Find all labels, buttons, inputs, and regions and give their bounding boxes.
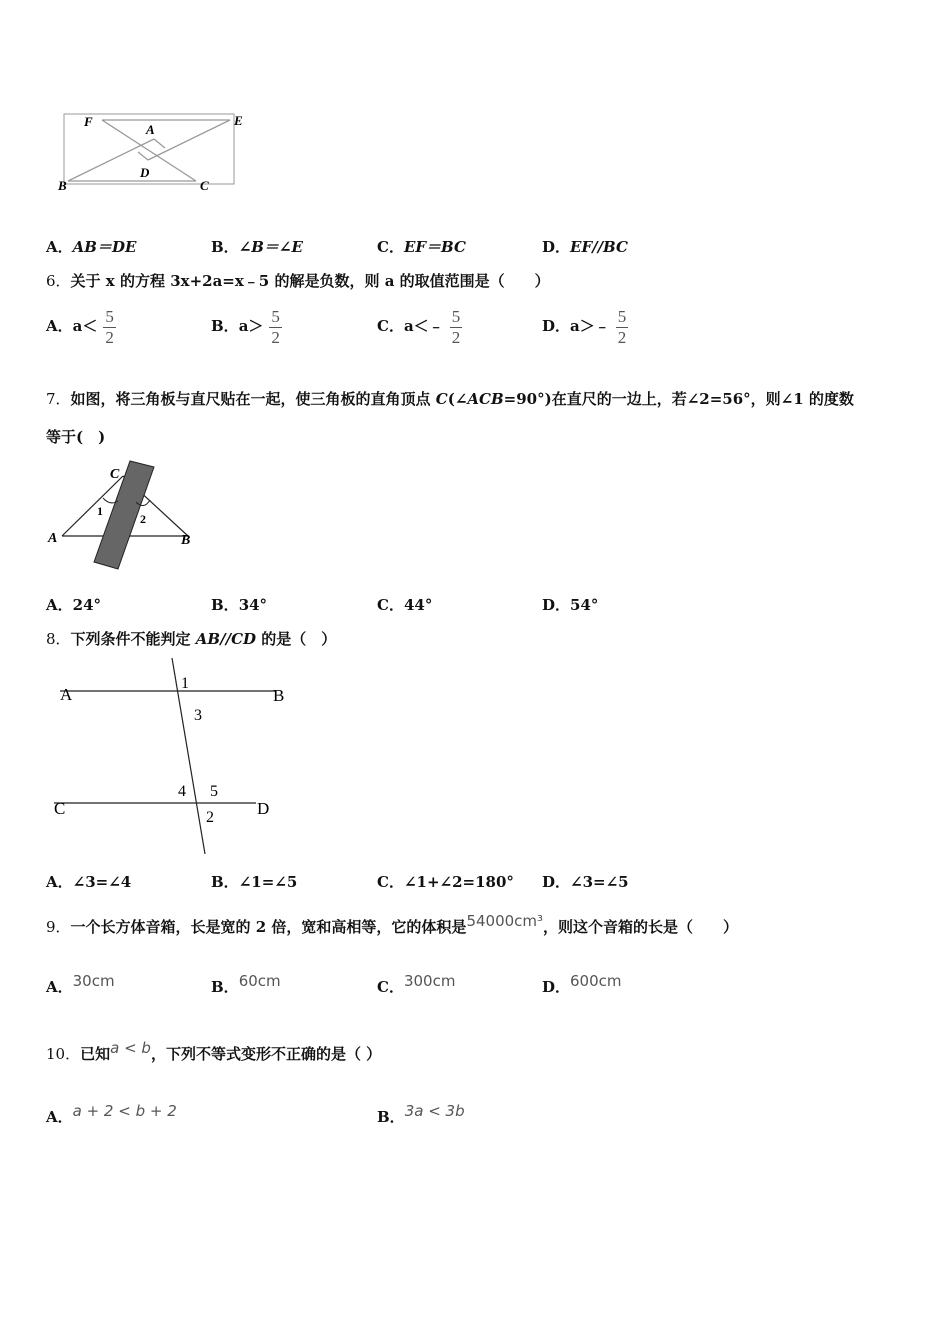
option-text: a＜: [72, 317, 98, 335]
option-letter: B．: [377, 1108, 405, 1126]
option-text: ∠3=∠4: [72, 873, 132, 891]
option-letter: B．: [211, 978, 239, 996]
stem-text: (∠: [447, 390, 468, 408]
option-math: 3a < 3b: [404, 1102, 465, 1120]
option-letter: A．: [46, 596, 73, 614]
q8-label-4: 4: [178, 783, 186, 800]
q7-option-c[interactable]: [377, 594, 432, 615]
stem-text: //: [220, 630, 232, 648]
fraction: [269, 307, 282, 348]
option-letter: D．: [542, 596, 571, 614]
numerator: 5: [271, 306, 280, 326]
option-letter: B．: [211, 317, 239, 335]
q6-option-b[interactable]: [211, 304, 282, 348]
option-letter: C．: [377, 238, 404, 256]
q8-label-C: C: [54, 799, 66, 818]
stem-var: x: [105, 272, 115, 290]
question-number: 8．: [46, 630, 71, 648]
question-number: 6．: [46, 272, 71, 290]
q10-stem: [46, 1039, 382, 1064]
option-text: ∠3=∠5: [570, 873, 629, 891]
stem-text: ，则这个音箱的长是（ ）: [543, 918, 739, 936]
stem-text: 的取值范围是（ ）: [394, 272, 550, 290]
denominator: 2: [451, 327, 461, 347]
q7-stem-line1: [46, 388, 854, 409]
option-math: 600cm: [570, 972, 622, 990]
option-letter: C．: [377, 317, 404, 335]
q5-figure: [50, 108, 250, 198]
q6-option-a[interactable]: [46, 304, 116, 348]
q8-label-3: 3: [194, 707, 202, 724]
stem-text: ，下列不等式变形不正确的是（ ）: [150, 1045, 382, 1063]
q9-stem: [46, 912, 739, 937]
numerator: 5: [105, 306, 114, 326]
q8-label-D: D: [257, 799, 270, 818]
q9-option-b[interactable]: [211, 972, 281, 997]
q5-label-B: B: [58, 178, 67, 193]
q5-option-d[interactable]: [542, 236, 628, 257]
q8-option-d[interactable]: [542, 871, 629, 892]
option-letter: C．: [377, 873, 404, 891]
stem-text: 的是（ ）: [256, 630, 337, 648]
option-text: ∠1+∠2=180°: [403, 873, 514, 891]
volume-formula: 54000cm³: [466, 912, 544, 930]
q5-option-b[interactable]: [211, 236, 303, 257]
q7-label-B: B: [181, 533, 191, 548]
q8-label-5: 5: [210, 783, 218, 800]
q7-label-2: 2: [140, 512, 146, 526]
q5-label-A: A: [146, 122, 155, 137]
option-text: 34°: [238, 596, 268, 614]
denominator: 2: [271, 327, 280, 347]
q5-label-C: C: [200, 178, 209, 193]
q8-option-c[interactable]: [377, 871, 514, 892]
option-text: 24°: [72, 596, 102, 614]
q6-option-d[interactable]: [542, 304, 628, 348]
option-math: 60cm: [238, 972, 281, 990]
option-letter: A．: [46, 978, 73, 996]
q10-option-a[interactable]: [46, 1102, 177, 1127]
q7-option-b[interactable]: [211, 594, 267, 615]
q5-option-a[interactable]: [46, 236, 136, 257]
q8-figure: [50, 654, 300, 859]
q7-label-C: C: [110, 467, 120, 482]
q7-figure: [44, 458, 204, 573]
option-letter: C．: [377, 978, 404, 996]
option-letter: A．: [46, 873, 73, 891]
option-text: 54°: [570, 596, 599, 614]
option-letter: B．: [211, 873, 239, 891]
option-letter: A．: [46, 317, 73, 335]
stem-text: 的方程: [114, 272, 171, 290]
q9-option-a[interactable]: [46, 972, 115, 997]
numerator: 5: [617, 306, 627, 326]
q5-label-E: E: [234, 113, 243, 128]
stem-equation: 3x+2a=x﹣5: [170, 272, 270, 290]
stem-var: a: [384, 272, 395, 290]
option-letter: D．: [542, 317, 571, 335]
fraction: [103, 307, 116, 348]
option-letter: D．: [542, 978, 571, 996]
q8-label-1: 1: [181, 675, 189, 692]
stem-var: C: [435, 390, 448, 408]
option-math: 300cm: [403, 972, 456, 990]
q8-label-B: B: [273, 686, 285, 705]
q8-stem: [46, 628, 336, 649]
stem-var: ACB: [467, 390, 504, 408]
stem-text: 已知: [80, 1045, 111, 1063]
stem-text: 等于( ): [46, 428, 106, 446]
option-text: AB＝DE: [72, 238, 137, 256]
question-number: 10．: [46, 1045, 81, 1063]
q5-option-c[interactable]: [377, 236, 466, 257]
option-letter: A．: [46, 238, 73, 256]
q10-option-b[interactable]: [377, 1102, 465, 1127]
condition-formula: a < b: [110, 1039, 151, 1057]
option-letter: C．: [377, 596, 404, 614]
option-letter: A．: [46, 1108, 73, 1126]
q9-option-c[interactable]: [377, 972, 456, 997]
stem-var: AB: [195, 630, 221, 648]
q5-label-F: F: [84, 114, 93, 129]
q6-stem: [46, 270, 550, 291]
q7-option-d[interactable]: [542, 594, 598, 615]
option-letter: D．: [542, 238, 571, 256]
option-text: a＞: [238, 317, 264, 335]
option-text: ∠B＝∠E: [238, 238, 303, 256]
q7-stem-line2: [46, 426, 105, 447]
q8-option-a[interactable]: [46, 871, 131, 892]
q8-label-2: 2: [206, 809, 214, 826]
q8-label-A: A: [60, 685, 73, 704]
q5-label-D: D: [140, 165, 150, 180]
denominator: 2: [617, 327, 627, 347]
denominator: 2: [105, 327, 114, 347]
stem-text: 一个长方体音箱，长是宽的 2 倍，宽和高相等，它的体积是: [70, 918, 467, 936]
option-text: 44°: [403, 596, 433, 614]
q7-label-A: A: [48, 531, 58, 546]
q6-option-c[interactable]: [377, 304, 462, 348]
numerator: 5: [451, 306, 461, 326]
option-text: EF＝BC: [403, 238, 466, 256]
stem-text: =90°)在直尺的一边上，若∠2=56°，则∠1 的度数: [503, 390, 854, 408]
stem-text: 关于: [70, 272, 106, 290]
option-text: EF//BC: [570, 238, 628, 256]
option-letter: B．: [211, 596, 239, 614]
q7-label-1: 1: [97, 504, 103, 518]
question-number: 7．: [46, 390, 71, 408]
question-number: 9．: [46, 918, 71, 936]
option-letter: B．: [211, 238, 239, 256]
fraction: [616, 307, 629, 348]
stem-text: 下列条件不能判定: [70, 630, 196, 648]
q7-option-a[interactable]: [46, 594, 101, 615]
stem-text: 如图，将三角板与直尺贴在一起，使三角板的直角顶点: [70, 390, 436, 408]
option-letter: D．: [542, 873, 571, 891]
option-math: a + 2 < b + 2: [72, 1102, 177, 1120]
option-text: ∠1=∠5: [238, 873, 298, 891]
option-text: a＞﹣: [570, 317, 610, 335]
fraction: [450, 307, 463, 348]
stem-var: CD: [231, 630, 257, 648]
option-math: 30cm: [72, 972, 115, 990]
stem-text: 的解是负数，则: [269, 272, 385, 290]
option-text: a＜﹣: [403, 317, 444, 335]
q9-option-d[interactable]: [542, 972, 622, 997]
q8-option-b[interactable]: [211, 871, 297, 892]
